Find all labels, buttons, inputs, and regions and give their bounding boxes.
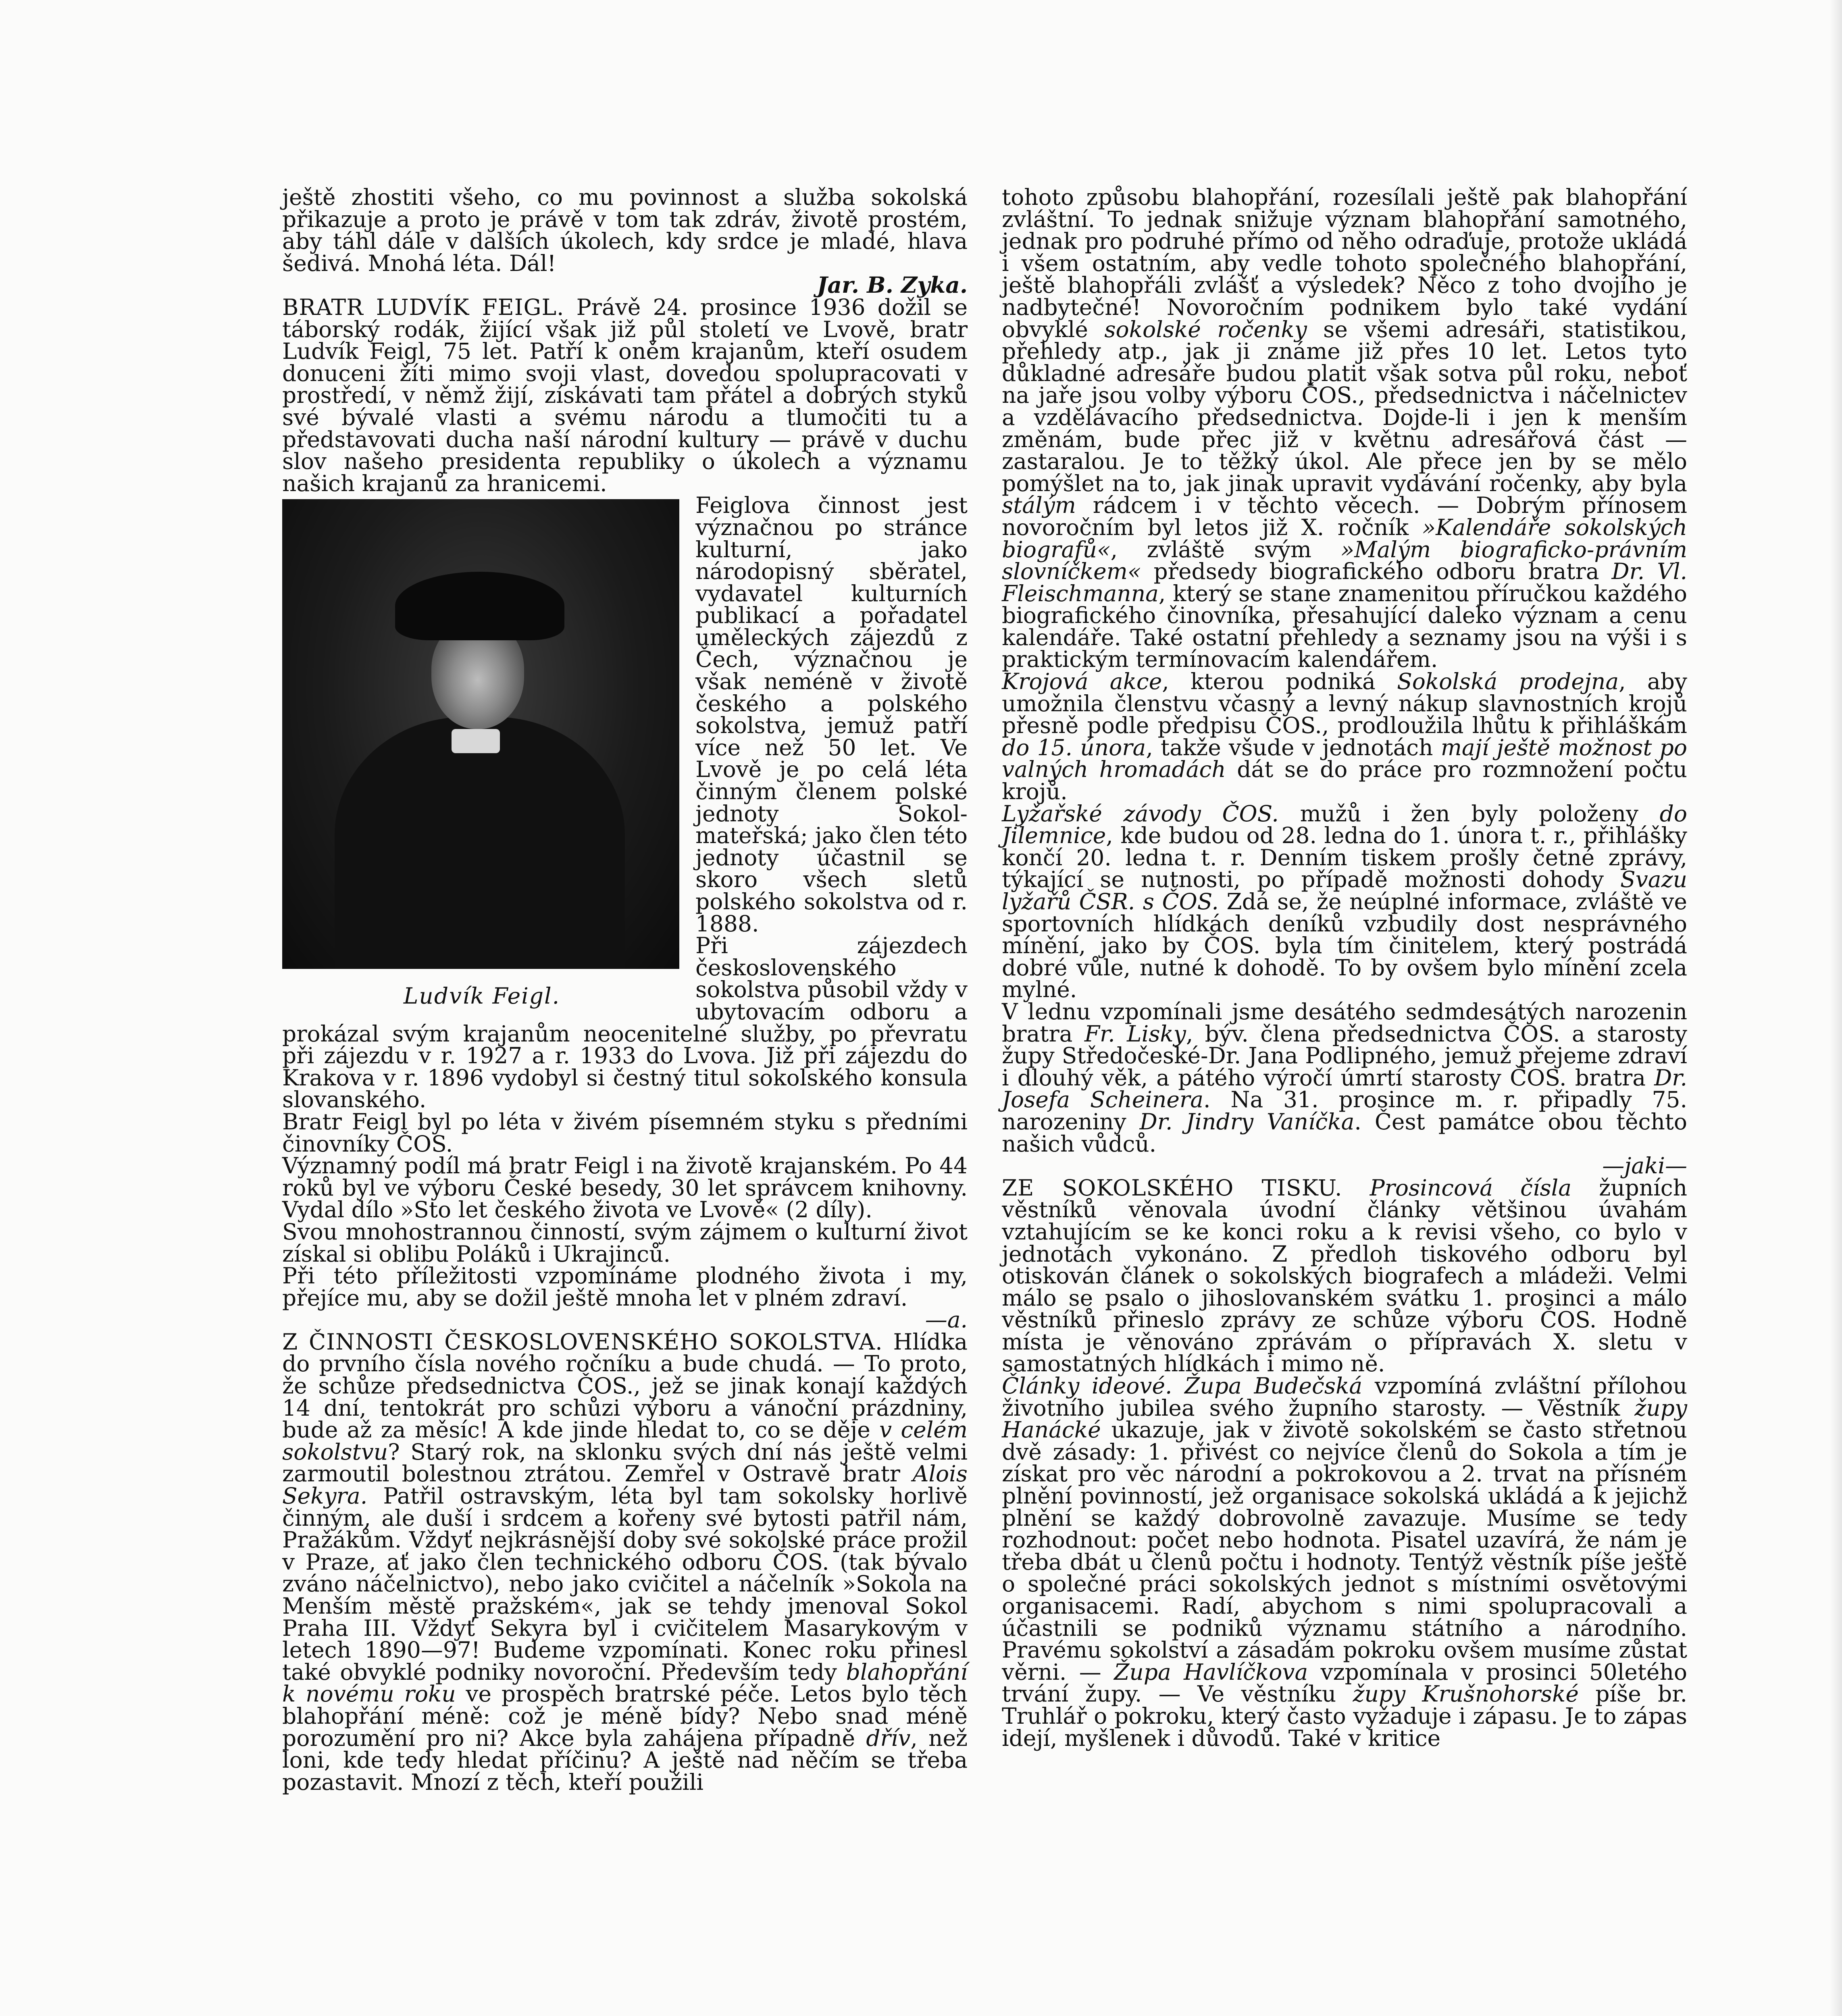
text: tohoto způsobu blahopřání, rozesílali ještě pak blahopřání zvláštní. To jednak snižuje význam blahopřání samotného, jednak pro podruhé přímo od něho odraďuje, protože ukládá i všem ostatním, aby vedle tohoto společného blahopřání, ještě blahopřáli zvlášť a výsledek? Něco z toho dvojího je nadbytečné! Novoročním podnikem bylo také vydání obvyklé [1002, 184, 1687, 342]
text: Zdá se, že neúplné informace, zvláště ve sportovních hlídkách deníků vzbudily dost nesprávného mínění, jako by ČOS. byla tím činitelem, který postrádá dobré vůle, nutné k dohodě. To by ovšem bylo mínění zcela mylné. [1002, 889, 1687, 1003]
text: . Čest památce obou těchto našich vůdců. [1002, 1108, 1687, 1157]
text: , kde budou od 28. ledna do 1. února t. r., přihlášky končí 20. ledna t. r. Denním tiskem prošly četné zprávy, týkající se nutnosti, po případě možnosti dohody [1002, 823, 1687, 893]
text: píše br. Truhlář o pokroku, který často vyžaduje i zápasu. Je to zápas idejí, myšlenek i důvodů. Také v kritice [1002, 1681, 1687, 1751]
emphasis: Dr. Vl. Fleischmanna [1002, 558, 1687, 606]
emphasis: Lyžařské závody ČOS. [1002, 800, 1279, 827]
paragraph [1002, 1375, 1687, 1749]
paragraph [1002, 671, 1687, 803]
text: se všemi adresáři, statistikou, přehledy atp., jak ji známe již přes 10 let. Letos tyto důkladné adresáře budou platit však sotva půl roku, neboť na jaře jsou volby výboru ČOS., předsednictva i náčelnictev a vzdělávacího předsednictva. Dojde-li i jen k menším změnám, bude přec již v květnu adresářová část — zastaralou. Je to těžký úkol. Ale přece jen by se mělo pomýšlet na to, jak jinak upravit vydávání ročenky, aby byla [1002, 316, 1688, 496]
emphasis: župy Hanácké [1002, 1395, 1687, 1443]
text: ve prospěch bratrské péče. Letos bylo těch blahopřání méně: což je méně bídy? Nebo snad méně porozumění pro ni? Akce byla zahájena případně [282, 1681, 968, 1751]
emphasis: mají ještě možnost po valných hromadách [1002, 734, 1687, 783]
text: Při této příležitosti vzpomínáme plodného života i my, přejíce mu, aby se dožil ještě mnoha let v plném zdraví. [282, 1263, 968, 1311]
emphasis: Župa Havlíčkova [1114, 1659, 1308, 1685]
emphasis: Svazu lyžařů ČSR. s ČOS. [1002, 866, 1687, 914]
left-column [282, 186, 968, 1793]
photo-caption: Ludvík Feigl. [403, 983, 560, 1009]
text: ukazuje, jak v životě sokolském se často střetnou dvě zásady: 1. přivést co nejvíce členů do Sokola a tím je získat pro věc národní a pokrokovou a 2. trvat na přísném plnění povinností, jež organisace sokolská ukládá a k jejichž plnění se každý dobrovolně zavazuje. Musíme se tedy rozhodnout: počet nebo hodnota. Pisatel uzavírá, že nám je třeba dbát u členů počtu i hodnoty. Tentýž věstník píše ještě o společné práci sokolských jednot s místními osvětovými organisacemi. Radí, abychom s nimi spolupracovali a účastnili se podniků významu státního a národního. Pravému sokolství a zásadám pokroku ovšem musíme zůstat věrni. — [1002, 1417, 1687, 1685]
text: Právě 24. prosince 1936 dožil se táborský rodák, žijící však již půl století ve Lvově, bratr Ludvík Feigl, 75 let. Patří k oněm krajanům, kteří osudem donuceni žíti mimo svoji vlast, dovedou spolupracovati v prostředí, v němž žijí, získávati tam přátel a dobrých styků své bývalé vlasti a svému národu a tlumočiti tu a představovati ducha naší národní kultury — právě v duchu slov našeho presidenta republiky o úkolech a významu našich krajanů za hranicemi. [282, 294, 968, 496]
text: Při zájezdech československého sokolstva působil vždy v ubytovacím odboru a prokázal svým krajanům neocenitelné služby, po převratu při zájezdu v r. 1927 a r. 1933 do Lvova. Již při zájezdu do Krakova v r. 1896 vydobyl si čestný titul sokolského konsula slovanského. [282, 933, 968, 1113]
emphasis: Krojová akce [1002, 669, 1162, 695]
emphasis: Prosincová čísla [1370, 1175, 1572, 1201]
page-edge-shadow [1830, 0, 1842, 2016]
author-signature: Jar. B. Zyka. [817, 272, 968, 298]
paragraph [1002, 1177, 1687, 1375]
photo-cap-shape [395, 572, 564, 640]
text: ještě zhostiti všeho, co mu povinnost a služba sokolská přikazuje a proto je právě v tom tak zdráv, životě prostém, aby táhl dále v dalších úkolech, kdy srdce je mladé, hlava šedivá. Mnohá léta. Dál! [282, 184, 968, 276]
text: Feiglova činnost jest význačnou po stránce kulturní, jako národopisný sběratel, vydavatel kulturních publikací a pořadatel uměleckých zájezdů z Čech, význačnou je však neméně v životě českého a polského sokolstva, jemuž patří více než 50 let. Ve Lvově je po celá léta činným členem polské jednoty Sokol-mateřská; jako člen této jednoty účastnil se skoro všech sletů polského sokolstva od r. 1888. [695, 492, 968, 937]
text: mužů i žen byly položeny [1278, 800, 1660, 827]
paragraph [282, 1108, 968, 1157]
section-heading: ZE SOKOLSKÉHO TISKU. [1002, 1175, 1342, 1201]
text: V lednu vzpomínali jsme desátého sedmdesátých narozenin bratra [1002, 998, 1687, 1047]
section-heading: Z ČINNOSTI ČESKOSLOVENSKÉHO SOKOLSTVA. [282, 1329, 883, 1355]
text: předsedy biografického odboru bratra [1141, 558, 1612, 585]
text: župních věstníků věnovala úvodní články většinou úvahám vztahujícím se ke konci roku a k revisi všeho, co bylo v jednotách vykonáno. Z předloh tiskového odboru byl otiskován článek o sokolských biografech a mládeži. Velmi málo se psalo o jihoslovanském svátku 1. prosinci a málo věstníků přineslo zprávy ze schůze výboru ČOS. Hodně místa je věnováno zprávám o přípravách X. sletu v samostatných hlídkách i mimo ně. [1002, 1175, 1687, 1377]
text: , než loni, kde tedy hledat příčinu? A ještě nad něčím se třeba pozastavit. Mnozí z těch, kteří použili [282, 1725, 968, 1795]
portrait-figure [282, 499, 681, 1007]
emphasis: »Malým biograficko-právním slovníčkem« [1002, 536, 1687, 585]
portrait-photo [282, 499, 679, 969]
emphasis: Dr. Jindry Vaníčka [1139, 1108, 1355, 1135]
text: , takže všude v jednotách [1146, 734, 1441, 760]
text: Svou mnohostrannou činností, svým zájmem o kulturní život získal si oblibu Poláků i Ukrajinců. [282, 1218, 968, 1267]
emphasis: Články ideové. Župa Budečská [1002, 1373, 1363, 1399]
text: , zvláště svým [1110, 536, 1341, 562]
emphasis: Alois Sekyra. [282, 1461, 968, 1509]
text: , aby umožnila členstvu včasný a levný nákup slavnostních krojů přesně podle předpisu ČOS., prodloužila lhůtu k přihláškám [1002, 669, 1687, 739]
emphasis: »Kalendáře sokolských biografů« [1002, 514, 1687, 562]
emphasis: župy Krušnohorské [1353, 1681, 1579, 1707]
emphasis: Dr. Josefa Scheinera [1002, 1064, 1687, 1113]
text: Hlídka do prvního čísla nového ročníku a bude chudá. — To proto, že schůze předsednictva ČOS., jež se jinak konají každých 14 dní, tentokrát pro schůzi výboru a vánoční prázdniny, bude až za měsíc! A kde jinde hledat to, co se děje [282, 1329, 968, 1443]
section-heading: BRATR LUDVÍK FEIGL. [282, 294, 564, 320]
text: rádcem i v těchto věcech. — Dobrým přínosem novoročním byl letos již X. ročník [1002, 492, 1687, 540]
photo-collar-shape [452, 729, 500, 753]
emphasis: sokolské ročenky [1104, 316, 1307, 342]
text: , kterou podniká [1162, 669, 1397, 695]
emphasis: do Jilemnice [1002, 800, 1687, 849]
paragraph [282, 186, 968, 274]
photo-body-shape [335, 717, 625, 969]
text: vzpomíná zvláštní přílohou životního jubilea svého župního starosty. — Věstník [1002, 1373, 1687, 1421]
text: ? Starý rok, na sklonku svých dní nás ještě velmi zarmoutil bolestnou ztrátou. Zemřel v Ostravě bratr [282, 1439, 968, 1487]
text: , který se stane znamenitou příručkou každého biografického činovníka, přesahující daleko význam a cenu kalendáře. Také ostatní přehledy a seznamy jsou na výši i s praktickým termínovacím kalendářem. [1002, 580, 1687, 673]
right-column [1002, 186, 1687, 1749]
paragraph [282, 1265, 968, 1309]
author-signature: —a. [925, 1307, 968, 1333]
text: Bratr Feigl byl po léta v živém písemném styku s předními činovníky ČOS. [282, 1108, 968, 1157]
text: Významný podíl má bratr Feigl i na životě krajanském. Po 44 roků byl ve výboru České besedy, 30 let správcem knihovny. Vydal dílo »Sto let českého života ve Lvově« (2 díly). [282, 1153, 968, 1223]
paragraph [282, 1331, 968, 1793]
emphasis: do 15. února [1002, 734, 1146, 760]
paragraph [282, 1155, 968, 1221]
text: vzpomínala v prosinci 50letého trvání župy. — Ve věstníku [1002, 1659, 1687, 1707]
emphasis: dřív [866, 1725, 911, 1751]
text: dát se do práce pro rozmnožení počtu krojů. [1002, 756, 1687, 805]
paragraph [1002, 800, 1687, 1003]
paragraph [1002, 186, 1687, 671]
emphasis: Sokolská prodejna [1397, 669, 1619, 695]
paragraph [1002, 998, 1687, 1157]
text: Patřil ostravským, léta byl tam sokolsky horlivě činným, ale duší i srdcem a kořeny své bytosti patřil nám, Pražákům. Vždyť nejkrásnější doby své sokolské práce prožil v Praze, ať jako člen technického odboru ČOS. (tak bývalo zváno náčelnictvo), nebo jako cvičitel a náčelník »Sokola na Menším městě pražském«, jak se tehdy jmenoval Sokol Praha III. Vždyť Sekyra byl i cvičitelem Masarykovým v letech 1890—97! Budeme vzpomínati. Konec roku přinesl také obvyklé podniky novoroční. Především tedy [282, 1483, 968, 1685]
paragraph [282, 1218, 968, 1267]
author-signature: —jaki— [1602, 1153, 1687, 1179]
emphasis: v celém sokolstvu [282, 1417, 968, 1465]
text: . Na 31. prosince m. r. připadly 75. narozeniny [1002, 1087, 1687, 1135]
text: , býv. člena předsednictva ČOS. a starosty župy Středočeské-Dr. Jana Podlipného, jemuž přejeme zdraví i dlouhý věk, a pátého výročí úmrtí starosty ČOS. bratra [1002, 1020, 1687, 1091]
paragraph [282, 296, 968, 494]
emphasis: Fr. Lisky [1084, 1020, 1186, 1047]
emphasis: blahopřání k novému roku [282, 1659, 968, 1707]
emphasis: stálým [1002, 492, 1076, 519]
